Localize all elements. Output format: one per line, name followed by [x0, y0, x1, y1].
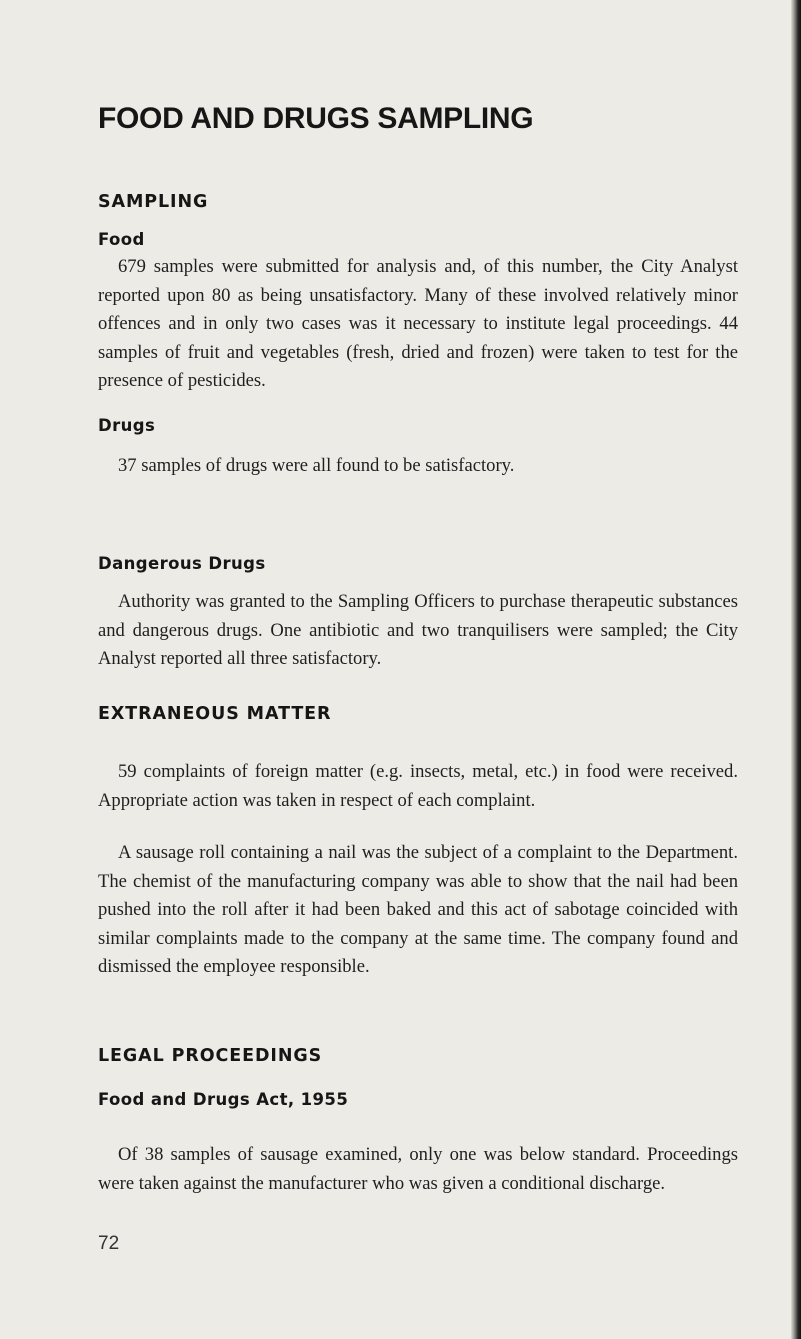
heading-drugs: Drugs: [98, 416, 156, 435]
paragraph-extraneous-2: A sausage roll containing a nail was the subject of a complaint to the Department. The chemist of the manufacturing company was able to show that the nail had been pushed into the roll after it had been baked and this act of sabotage coincided with similar complaints made to the company at the same time. The company found and dismissed the employee responsible.: [98, 842, 738, 977]
heading-legal-proceedings: LEGAL PROCEEDINGS: [98, 1046, 323, 1066]
page-binding-edge: [791, 0, 801, 1339]
heading-food: Food: [98, 230, 145, 249]
heading-dangerous-drugs: Dangerous Drugs: [98, 554, 266, 573]
paragraph-food: 679 samples were submitted for analysis and, of this number, the City Analyst reported upon 80 as being unsatisfactory. Many of these involved relatively minor offences and in only two cases was it necessary to institute legal proceedings. 44 samples of fruit and vegetables (fresh, dried and frozen) were taken to test for the presence of pesticides.: [98, 256, 738, 391]
page-title: FOOD AND DRUGS SAMPLING: [98, 102, 534, 135]
page-number: 72: [98, 1233, 120, 1254]
heading-extraneous-matter: EXTRANEOUS MATTER: [98, 704, 332, 724]
heading-sampling: SAMPLING: [98, 192, 209, 212]
paragraph-dangerous-drugs: Authority was granted to the Sampling Officers to purchase therapeutic substances and dangerous drugs. One antibiotic and two tranquilisers were sampled; the City Analyst reported all three satisfactory.: [98, 591, 738, 669]
heading-food-and-drugs-act: Food and Drugs Act, 1955: [98, 1090, 349, 1109]
paragraph-legal-proceedings: Of 38 samples of sausage examined, only one was below standard. Proceedings were taken against the manufacturer who was given a conditional discharge.: [98, 1144, 738, 1194]
paragraph-extraneous-1: 59 complaints of foreign matter (e.g. insects, metal, etc.) in food were received. Appropriate action was taken in respect of each complaint.: [98, 761, 738, 811]
paragraph-drugs: 37 samples of drugs were all found to be satisfactory.: [118, 455, 515, 476]
